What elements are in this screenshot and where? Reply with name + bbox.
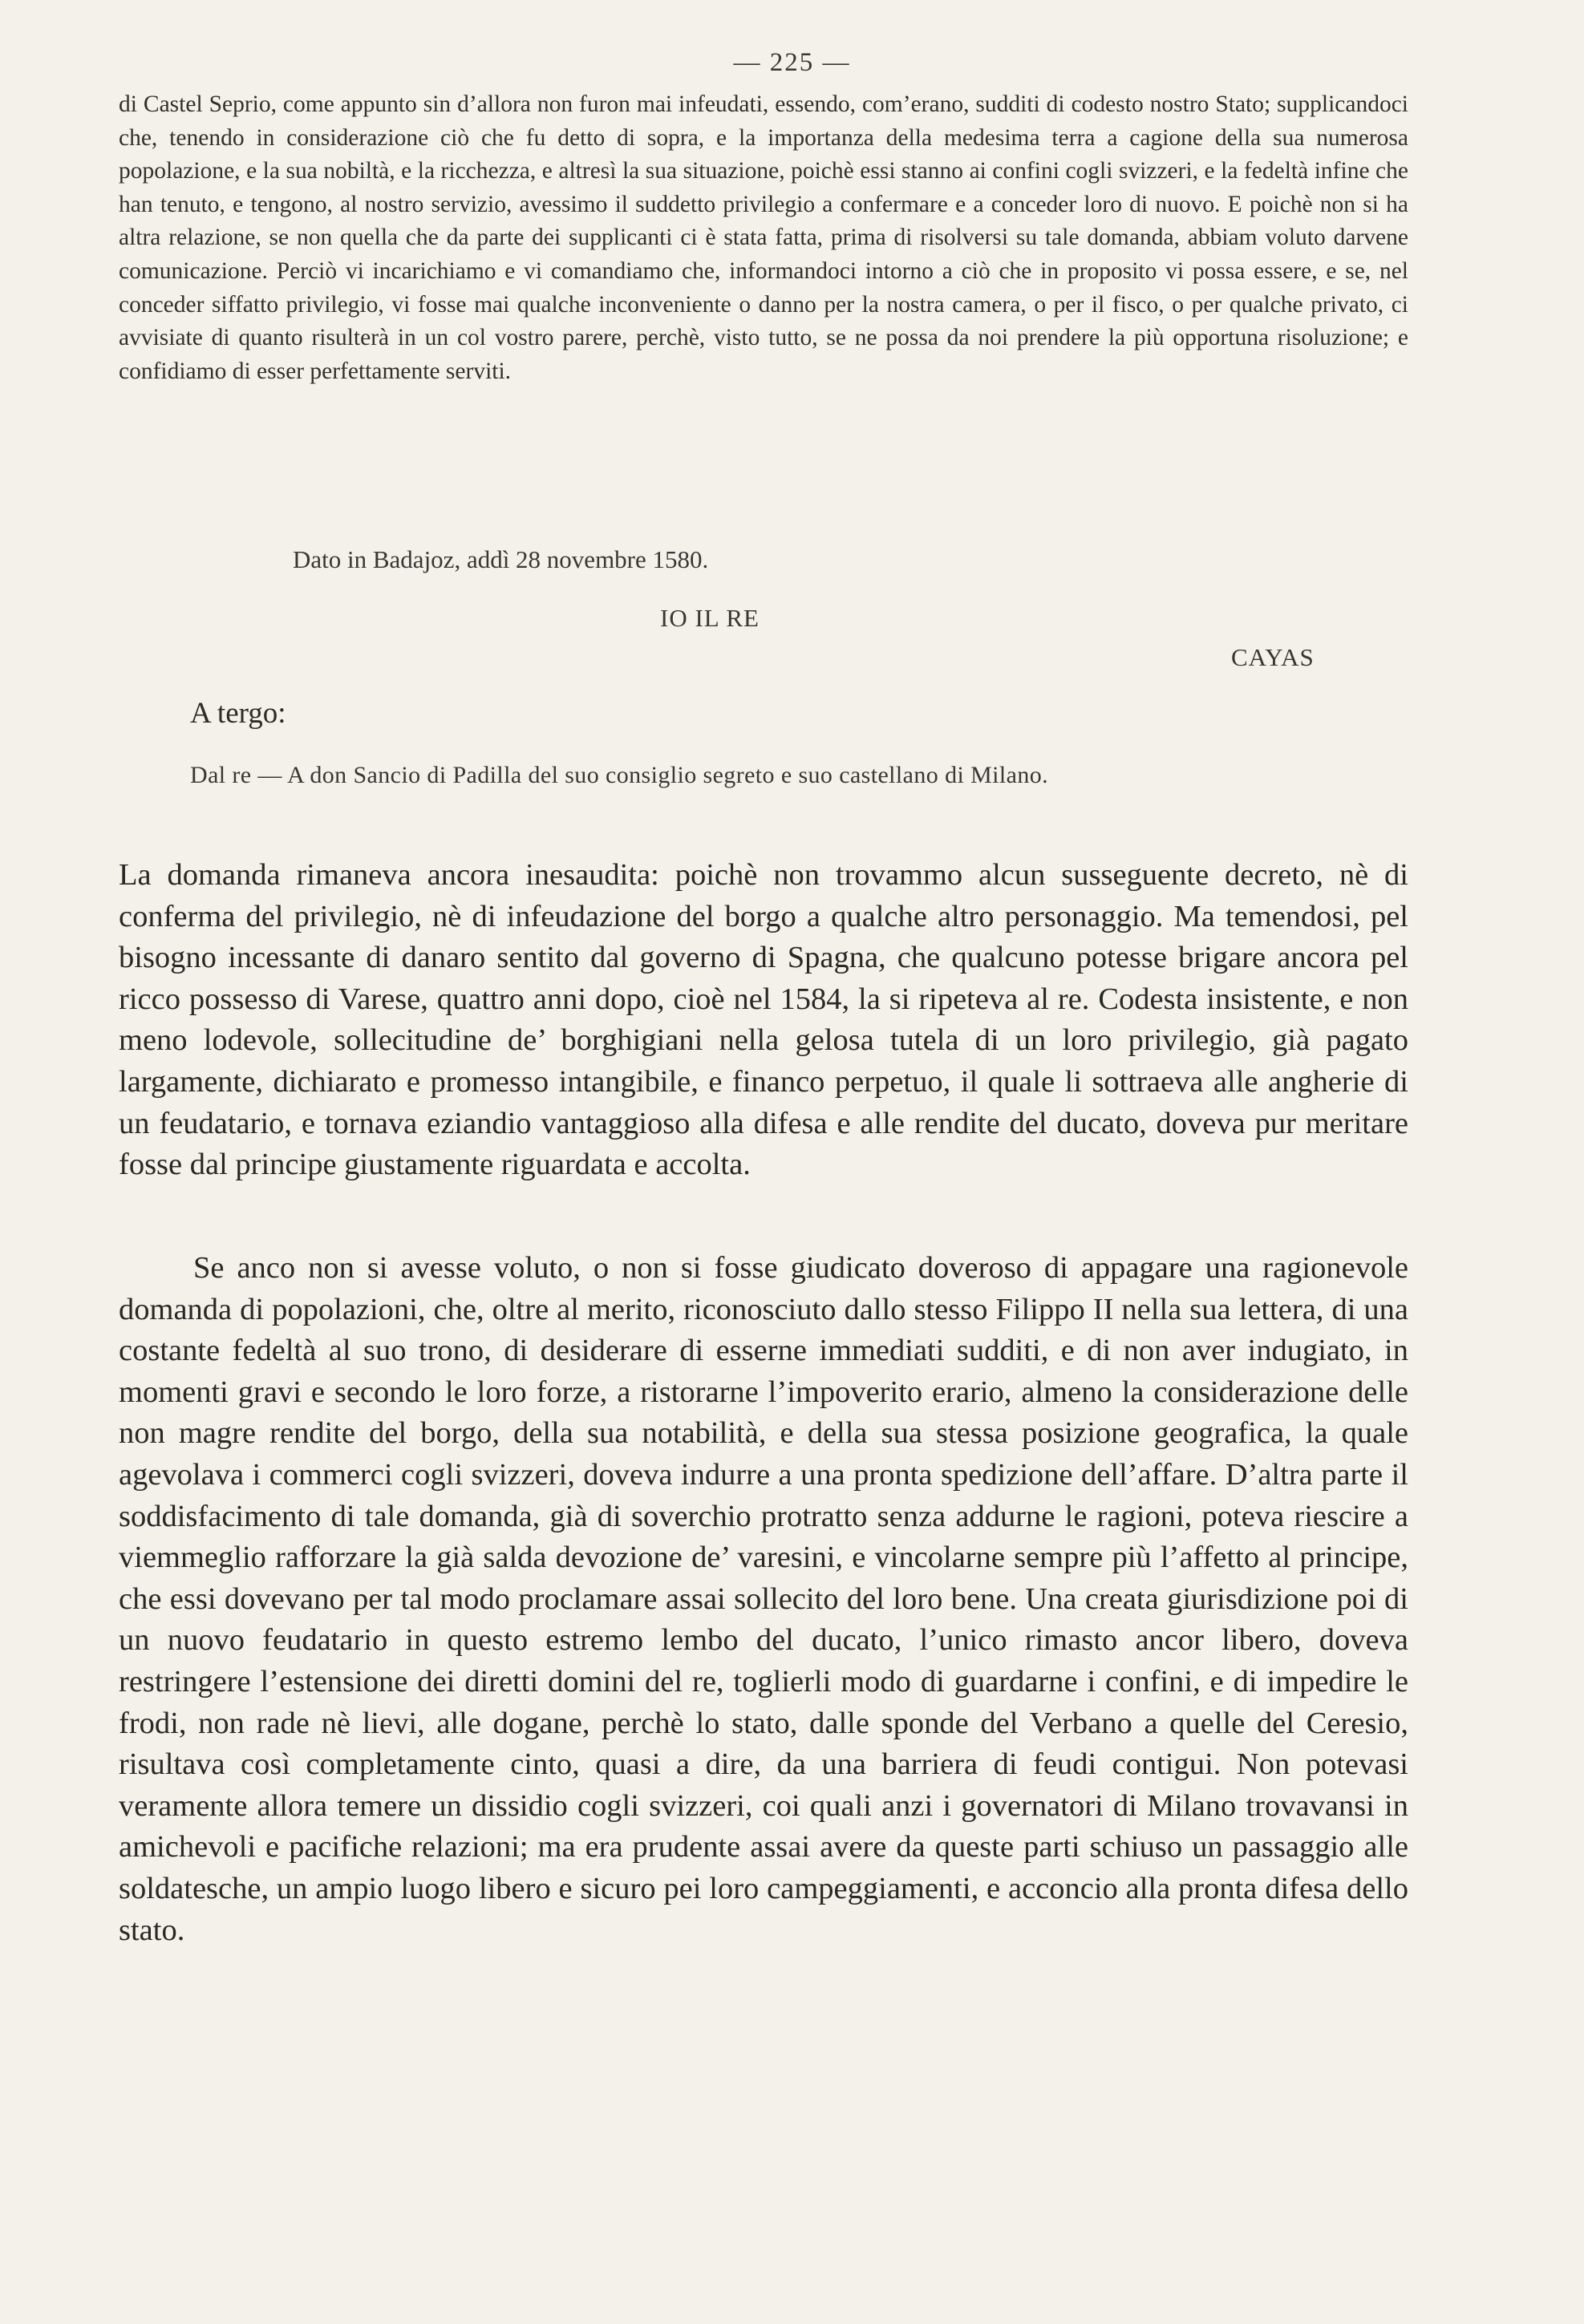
secretary-countersign: CAYAS — [1231, 643, 1315, 671]
letter-dateline: Dato in Badajoz, addì 28 novembre 1580. — [293, 545, 709, 573]
body-paragraph: La domanda rimaneva ancora inesaudita: poichè non trovammo alcun susseguente decreto, nè di conferma del privilegio, nè di infeudazione del borgo a qualche altro personaggio. Ma temendosi, pel bisogno incessante di danaro sentito dal governo di Spagna, che qualcuno potesse brigare ancora pel ricco possesso di Varese, quattro anni dopo, cioè nel 1584, la si ripeteva al re. Codesta insistente, e non meno lodevole, sollecitudine de’ borghigiani nella gelosa tutela di un loro privilegio, già pagato largamente, dichiarato e promesso intangibile, e financo perpetuo, il quale li sottraeva alle angherie di un feudatario, e tornava eziandio vantaggioso alla difesa e alle rendite del ducato, doveva pur meritare fosse dal principe giustamente riguardata e accolta. — [119, 858, 1408, 1182]
letter-address: Dal re — A don Sancio di Padilla del suo consiglio segreto e suo castellano di Milano. — [190, 762, 1049, 788]
royal-signature: IO IL RE — [660, 604, 760, 632]
page-number: — 225 — — [733, 48, 851, 77]
letter-text: di Castel Seprio, come appunto sin d’allora non furon mai infeudati, essendo, com’erano, sudditi di codesto nostro Stato; supplicandoci che, tenendo in considerazione ciò che fu detto di sopra, e la importanza della medesima terra a cagione della sua numerosa popolazione, e la sua nobiltà, e la ricchezza, e altresì la sua situazione, poichè essi stanno ai confini cogli svizzeri, e la fedeltà infine che han tenuto, e tengono, al nostro servizio, avessimo il suddetto privilegio a confermare e a conceder loro di nuovo. E poichè non si ha altra relazione, se non quella che da parte dei supplicanti ci è stata fatta, prima di risolversi su tale domanda, abbiam voluto darvene comunicazione. Perciò vi incarichiamo e vi comandiamo che, informandoci intorno a ciò che in proposito vi possa essere, e se, nel conceder siffatto privilegio, vi fosse mai qualche inconveniente o danno per la nostra camera, o per il fisco, o per qualche privato, ci avvisiate di quanto risulterà in un col vostro parere, perchè, visto tutto, se ne possa da noi prendere la più opportuna risoluzione; e confidiamo di esser perfettamente serviti. — [119, 91, 1408, 384]
body-paragraph: Se anco non si avesse voluto, o non si fosse giudicato doveroso di appagare una ragionevole domanda di popolazioni, che, oltre al merito, riconosciuto dallo stesso Filippo II nella sua lettera, di una costante fedeltà al suo trono, di desiderare di esserne immediati sudditi, e di non aver indugiato, in momenti gravi e secondo le loro forze, a ristorarne l’impoverito erario, almeno la considerazione delle non magre rendite del borgo, della sua notabilità, e della sua stessa posizione geografica, la quale agevolava i commerci cogli svizzeri, doveva indurre a una pronta spedizione dell’affare. D’altra parte il soddisfacimento di tale domanda, già di soverchio protratto senza addurne le ragioni, poteva riescire a viemmeglio rafforzare la già salda devozione de’ varesini, e vincolarne sempre più l’affetto al principe, che essi dovevano per tal modo proclamare assai sollecito del loro bene. Una creata giurisdizione poi di un nuovo feudatario in questo estremo lembo del ducato, l’unico rimasto ancor libero, doveva restringere l’estensione dei diretti domini del re, toglierli modo di guardarne i confini, e di impedire le frodi, non rade nè lievi, alle dogane, perchè lo stato, dalle sponde del Verbano a quelle del Ceresio, risultava così completamente cinto, quasi a dire, da una barriera di feudi contigui. Non potevasi veramente allora temere un dissidio cogli svizzeri, coi quali anzi i governatori di Milano trovavansi in amichevoli e pacifiche relazioni; ma era prudente assai avere da queste parti schiuso un passaggio alle soldatesche, un ampio luogo libero e sicuro pei loro campeggiamenti, e acconcio alla pronta difesa dello stato. — [119, 1251, 1408, 1947]
verso-label: A tergo: — [190, 697, 286, 730]
